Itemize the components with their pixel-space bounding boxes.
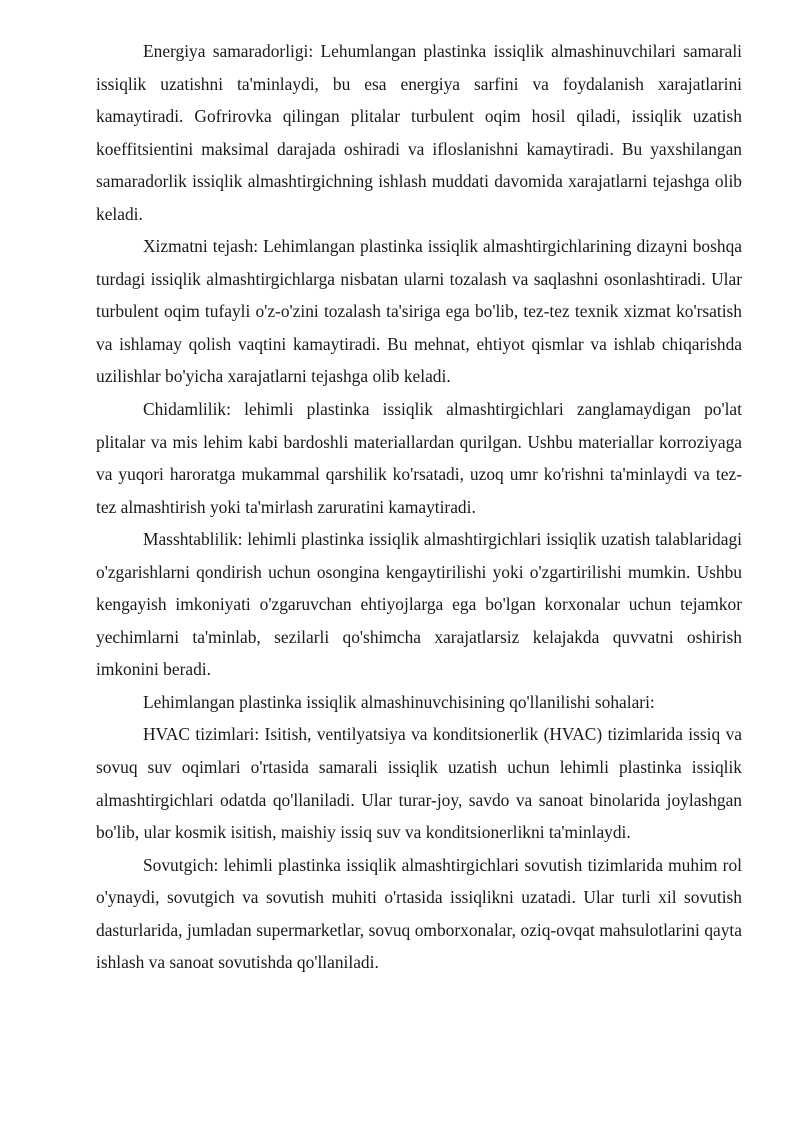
paragraph-service-savings: Xizmatni tejash: Lehimlangan plastinka issiqlik almashtirgichlarining dizayni boshqa turdagi issiqlik almashtirgichlarga nisbatan ularni tozalash va saqlashni osonlashtiradi. Ular turbulent oqim tufayli o'z-o'zini tozalash ta'siriga ega bo'lib, tez-tez texnik xizmat ko'rsatish va ishlamay qolish vaqtini kamaytiradi. Bu mehnat, ehtiyot qismlar va ishlab chiqarishda uzilishlar bo'yicha xarajatlarni tejashga olib keladi. — [96, 236, 742, 387]
document-body — [96, 35, 742, 979]
paragraph-energy-efficiency: Energiya samaradorligi: Lehumlangan plastinka issiqlik almashinuvchilari samarali issiqlik uzatishni ta'minlaydi, bu esa energiya sarfini va foydalanish xarajatlarini kamaytiradi. Gofrirovka qilingan plitalar turbulent oqim hosil qiladi, issiqlik uzatish koeffitsientini maksimal darajada oshiradi va ifloslanishni kamaytiradi. Bu yaxshilangan samaradorlik issiqlik almashtirgichning ishlash muddati davomida xarajatlarni tejashga olib keladi. — [96, 41, 742, 224]
paragraph-durability: Chidamlilik: lehimli plastinka issiqlik almashtirgichlari zanglamaydigan po'lat plitalar va mis lehim kabi bardoshli materiallardan qurilgan. Ushbu materiallar korroziyaga va yuqori haroratga mukammal qarshilik ko'rsatadi, uzoq umr ko'rishni ta'minlaydi va tez-tez almashtirish yoki ta'mirlash zaruratini kamaytiradi. — [96, 399, 742, 517]
section-heading-applications: Lehimlangan plastinka issiqlik almashinuvchisining qo'llanilishi sohalari: — [143, 691, 655, 712]
paragraph-refrigeration: Sovutgich: lehimli plastinka issiqlik almashtirgichlari sovutish tizimlarida muhim rol o'ynaydi, sovutgich va sovutish muhiti o'rtasida issiqlikni uzatadi. Ular turli xil sovutish dasturlarida, jumladan supermarketlar, sovuq omborxonalar, oziq-ovqat mahsulotlarini qayta ishlash va sanoat sovutishda qo'llaniladi. — [96, 854, 742, 973]
paragraph-scalability: Masshtablilik: lehimli plastinka issiqlik almashtirgichlari issiqlik uzatish talablaridagi o'zgarishlarni qondirish uchun osongina kengaytirilishi yoki o'zgartirilishi mumkin. Ushbu kengayish imkoniyati o'zgaruvchan ehtiyojlarga ega bo'lgan korxonalar uchun tejamkor yechimlarni ta'minlab, sezilarli qo'shimcha xarajatlarsiz kelajakda quvvatni oshirish imkonini beradi. — [96, 529, 742, 680]
paragraph-hvac-systems: HVAC tizimlari: Isitish, ventilyatsiya va konditsionerlik (HVAC) tizimlarida issiq va sovuq suv oqimlari o'rtasida samarali issiqlik uzatish uchun lehimli plastinka issiqlik almashtirgichlari odatda qo'llaniladi. Ular turar-joy, savdo va sanoat binolarida joylashgan bo'lib, ular kosmik isitish, maishiy issiq suv va konditsionerlikni ta'minlaydi. — [96, 724, 742, 843]
